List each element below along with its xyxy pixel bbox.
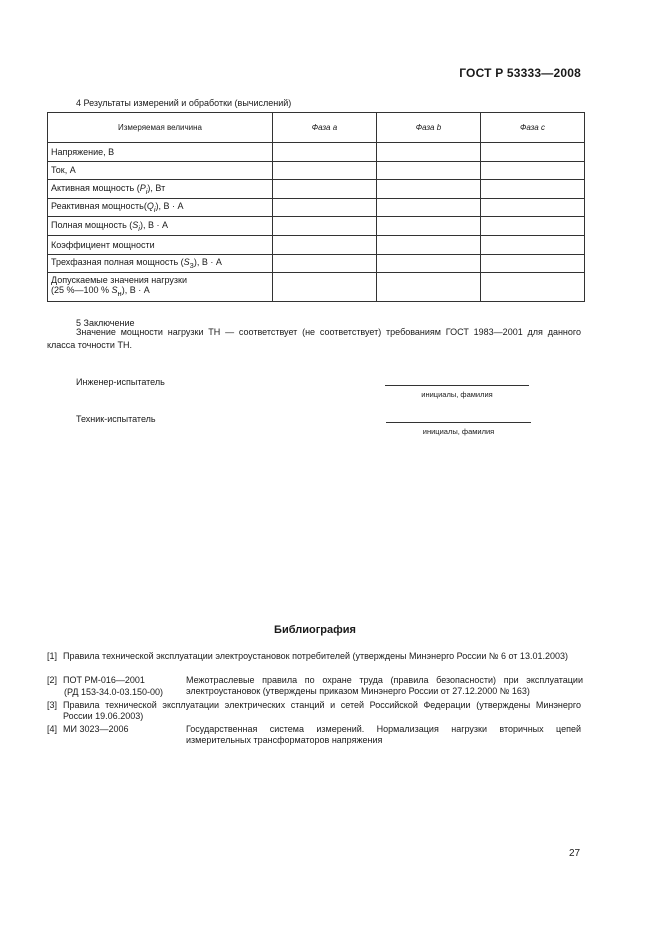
- technician-signature-label: Техник-испытатель: [76, 414, 156, 424]
- bibliography-title: Библиография: [274, 624, 356, 636]
- results-heading: 4 Результаты измерений и обработки (вычислений): [76, 98, 292, 108]
- table-row: [48, 198, 585, 217]
- column-header-quantity: Измеряемая величина: [48, 113, 273, 143]
- table-row: [48, 273, 585, 302]
- entry-number: [2]: [47, 675, 58, 685]
- entry-text: Правила технической эксплуатации электроустановок потребителей (утверждены Минэнерго России № 6 от 13.01.2003): [63, 651, 568, 661]
- row-label-current: Ток, А: [48, 161, 273, 180]
- cell-phase-a: [273, 143, 377, 162]
- row-label-permissible-load: Допускаемые значения нагрузки (25 %—100 % $S_н$), В · А: [48, 273, 273, 302]
- conclusion-heading: 5 Заключение: [76, 318, 135, 328]
- standard-code: ГОСТ Р 53333—2008: [459, 66, 581, 80]
- engineer-signature-line: [385, 385, 529, 386]
- engineer-signature-label: Инженер-испытатель: [76, 377, 165, 387]
- column-header-phase-a: Фаза a: [273, 113, 377, 143]
- cell-phase-b: [377, 198, 481, 217]
- cell-phase-c: [481, 161, 585, 180]
- cell-phase-b: [377, 143, 481, 162]
- cell-phase-c: [481, 254, 585, 273]
- table-header-row: [48, 113, 585, 143]
- entry-text: Межотраслевые правила по охране труда (правила безопасности) при эксплуатации электроустановок (утверждены приказом Минэнерго России от 27.12.2000 № 163): [186, 675, 583, 696]
- cell-phase-c: [481, 198, 585, 217]
- conclusion-text: Значение мощности нагрузки ТН — соответствует (не соответствует) требованиям ГОСТ 1983—2001 для данного класса точности ТН.: [47, 327, 581, 350]
- cell-phase-c: [481, 143, 585, 162]
- cell-phase-a: [273, 235, 377, 254]
- row-label-three-phase-power: Трехфазная полная мощность $(S_3)$, В · А: [48, 254, 273, 273]
- cell-phase-b: [377, 235, 481, 254]
- entry-number: [3]: [47, 700, 58, 710]
- cell-phase-b: [377, 217, 481, 236]
- engineer-signature-caption: инициалы, фамилия: [421, 390, 493, 399]
- entry-code-secondary: (РД 153-34.0-03.150-00): [64, 687, 164, 697]
- row-label-reactive-power: Реактивная $мощность(Q_i)$, В · А: [48, 198, 273, 217]
- cell-phase-c: [481, 217, 585, 236]
- cell-phase-c: [481, 235, 585, 254]
- entry-text: Правила технической эксплуатации электрических станций и сетей Российской Федерации (утверждены Минэнерго России 19.06.2003): [63, 700, 581, 721]
- cell-phase-a: [273, 273, 377, 302]
- entry-number: [4]: [47, 724, 58, 734]
- technician-signature-line: [386, 422, 531, 423]
- cell-phase-c: [481, 273, 585, 302]
- cell-phase-a: [273, 180, 377, 199]
- row-label-active-power: Активная мощность $(P_i)$, Вт: [48, 180, 273, 199]
- cell-phase-a: [273, 161, 377, 180]
- table-row: [48, 143, 585, 162]
- entry-text: Государственная система измерений. Нормализация нагрузки вторичных цепей измерительных трансформаторов напряжения: [186, 724, 581, 745]
- row-label-power-factor: Коэффициент мощности: [48, 235, 273, 254]
- cell-phase-b: [377, 273, 481, 302]
- cell-phase-b: [377, 180, 481, 199]
- table-row: [48, 217, 585, 236]
- column-header-phase-c: Фаза c: [481, 113, 585, 143]
- table-row: [48, 254, 585, 273]
- table-row: [48, 161, 585, 180]
- results-table: [47, 112, 585, 302]
- cell-phase-b: [377, 161, 481, 180]
- entry-number: [1]: [47, 651, 58, 661]
- entry-code: ПОТ РМ-016—2001: [63, 675, 145, 685]
- cell-phase-b: [377, 254, 481, 273]
- cell-phase-a: [273, 198, 377, 217]
- entry-code: МИ 3023—2006: [63, 724, 129, 734]
- bibliography-entry: [47, 651, 581, 662]
- cell-phase-c: [481, 180, 585, 199]
- row-label-voltage: Напряжение, В: [48, 143, 273, 162]
- cell-phase-a: [273, 217, 377, 236]
- bibliography-entry: [47, 700, 581, 722]
- column-header-phase-b: Фаза b: [377, 113, 481, 143]
- technician-signature-caption: инициалы, фамилия: [422, 427, 495, 436]
- page-number: 27: [569, 848, 581, 859]
- bibliography-entry: [47, 724, 581, 746]
- bibliography-entry: [47, 675, 583, 697]
- table-row: [48, 235, 585, 254]
- table-row: [48, 180, 585, 199]
- row-label-apparent-power: Полная мощность $(S_i)$, В · А: [48, 217, 273, 236]
- cell-phase-a: [273, 254, 377, 273]
